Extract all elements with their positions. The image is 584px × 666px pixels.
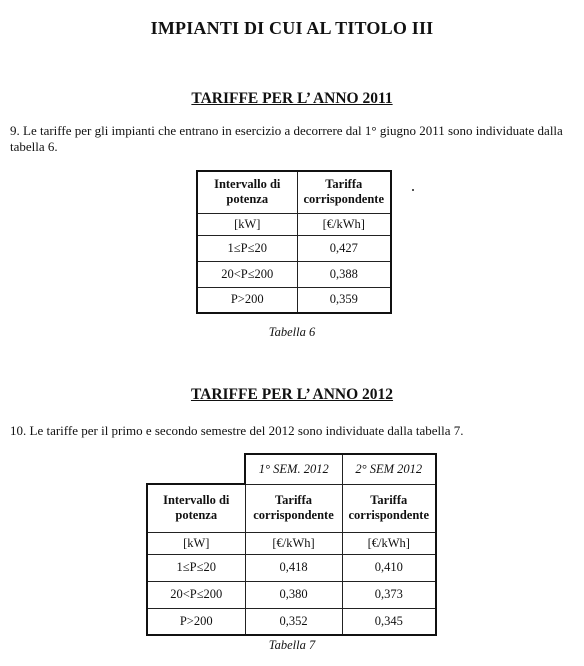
range-cell: 1≤P≤20 <box>197 235 297 261</box>
tariff-sem2-cell: 0,373 <box>342 581 436 608</box>
table-row <box>147 581 436 608</box>
caption-table-7: Tabella 7 <box>268 638 316 652</box>
tariff-sem2-cell: 0,345 <box>342 608 436 635</box>
table-row <box>197 235 391 261</box>
unit-eur-kwh: [€/kWh] <box>297 213 391 235</box>
tariff-table-7 <box>146 453 437 636</box>
table-row <box>147 554 436 581</box>
unit-kw: [kW] <box>147 532 245 554</box>
heading-2012: TARIFFE PER L’ ANNO 2012 <box>190 386 394 403</box>
tariff-sem1-cell: 0,380 <box>245 581 342 608</box>
tariff-cell: 0,427 <box>297 235 391 261</box>
tariff-cell: 0,359 <box>297 287 391 313</box>
header-power-range: Intervallo di potenza <box>197 171 297 213</box>
tariff-table-6 <box>196 170 392 314</box>
range-cell: 1≤P≤20 <box>147 554 245 581</box>
tariff-cell: 0,388 <box>297 261 391 287</box>
tariff-sem1-cell: 0,418 <box>245 554 342 581</box>
unit-kw: [kW] <box>197 213 297 235</box>
document-title: IMPIANTI DI CUI AL TITOLO III <box>150 18 434 38</box>
range-cell: P>200 <box>147 608 245 635</box>
unit-eur-kwh-sem2: [€/kWh] <box>342 532 436 554</box>
caption-table-6: Tabella 6 <box>268 325 316 339</box>
sem2-header: 2° SEM 2012 <box>342 454 436 484</box>
header-tariff: Tariffa corrispondente <box>297 171 391 213</box>
range-cell: 20<P≤200 <box>147 581 245 608</box>
header-tariff-sem2: Tariffa corrispondente <box>342 484 436 532</box>
tariff-sem2-cell: 0,410 <box>342 554 436 581</box>
unit-eur-kwh-sem1: [€/kWh] <box>245 532 342 554</box>
tariff-sem1-cell: 0,352 <box>245 608 342 635</box>
table-row <box>147 608 436 635</box>
empty-corner <box>147 454 245 484</box>
header-tariff-sem1: Tariffa corrispondente <box>245 484 342 532</box>
range-cell: P>200 <box>197 287 297 313</box>
paragraph-2012: 10. Le tariffe per il primo e secondo semestre del 2012 sono individuate dalla tabella 7. <box>10 423 464 438</box>
paragraph-2011: 9. Le tariffe per gli impianti che entrano in esercizio a decorrere dal 1° giugno 2011 sono individuate dalla tabella 6. <box>10 123 563 154</box>
table-row <box>197 261 391 287</box>
table-row <box>197 287 391 313</box>
range-cell: 20<P≤200 <box>197 261 297 287</box>
sem1-header: 1° SEM. 2012 <box>245 454 342 484</box>
heading-2011: TARIFFE PER L’ ANNO 2011 <box>191 90 393 107</box>
header-power-range: Intervallo di potenza <box>147 484 245 532</box>
stray-mark <box>412 189 414 191</box>
